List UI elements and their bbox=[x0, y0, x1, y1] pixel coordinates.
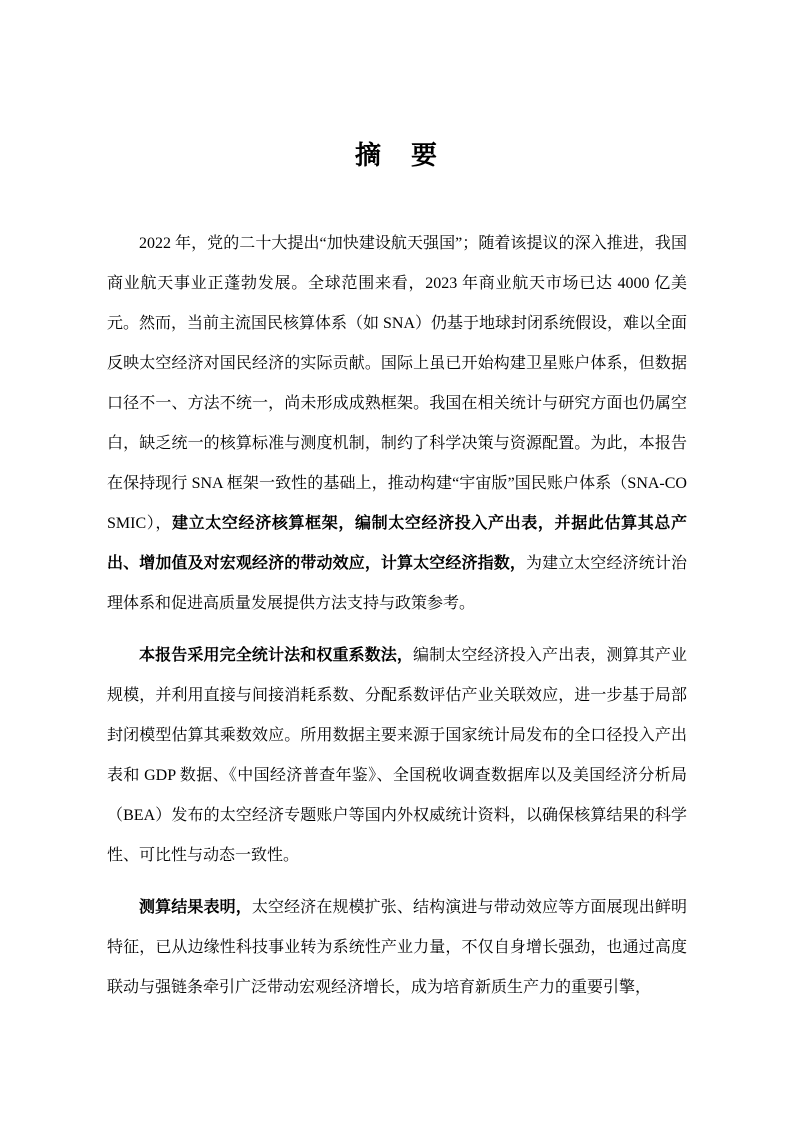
text-segment: 太空经济在规模扩张、结构演进与带动效应等方面展现出鲜明特征，已从边缘性科技事业转为系统性产业力量，不仅自身增长强劲，也通过高度联动与强链条牵引广泛带动宏观经济增长，成为培育新质生产力的重要引擎， bbox=[107, 899, 687, 996]
abstract-title: 摘 要 bbox=[354, 141, 439, 170]
abstract-paragraph-2 bbox=[107, 636, 687, 876]
bold-text-segment: 本报告采用完全统计法和权重系数法， bbox=[139, 647, 414, 664]
text-segment: 编制太空经济投入产出表，测算其产业规模，并利用直接与间接消耗系数、分配系数评估产业关联效应，进一步基于局部封闭模型估算其乘数效应。所用数据主要来源于国家统计局发布的全口径投入产出表和 GDP 数据、《中国经济普查年鉴》、全国税收调查数据库以及美国经济分析局（BEA）发布的太空经济专题账户等国内外权威统计资料，以确保核算结果的科学性、可比性与动态一致性。 bbox=[107, 647, 687, 864]
abstract-paragraph-1 bbox=[107, 224, 687, 624]
abstract-body bbox=[107, 224, 687, 1008]
bold-text-segment: 建立太空经济核算框架，编制太空经济投入产出表，并据此估算其总产出、增加值及对宏观经济的带动效应，计算太空经济指数， bbox=[107, 515, 687, 572]
text-segment: 2022 年，党的二十大提出“加快建设航天强国”；随着该提议的深入推进，我国商业航天事业正蓬勃发展。全球范围来看，2023 年商业航天市场已达 4000 亿美元。然而，当前主流国民核算体系（如 SNA）仍基于地球封闭系统假设，难以全面反映太空经济对国民经济的实际贡献。国际上虽已开始构建卫星账户体系，但数据口径不一、方法不统一，尚未形成成熟框架。我国在相关统计与研究方面也仍属空白，缺乏统一的核算标准与测度机制，制约了科学决策与资源配置。为此，本报告在保持现行 SNA 框架一致性的基础上，推动构建“宇宙版”国民账户体系（SNA-COSMIC）， bbox=[107, 235, 688, 532]
abstract-paragraph-3 bbox=[107, 888, 687, 1008]
bold-text-segment: 测算结果表明， bbox=[139, 899, 252, 916]
text-segment: 为建立太空经济统计治理体系和促进高质量发展提供方法支持与政策参考。 bbox=[107, 555, 687, 612]
